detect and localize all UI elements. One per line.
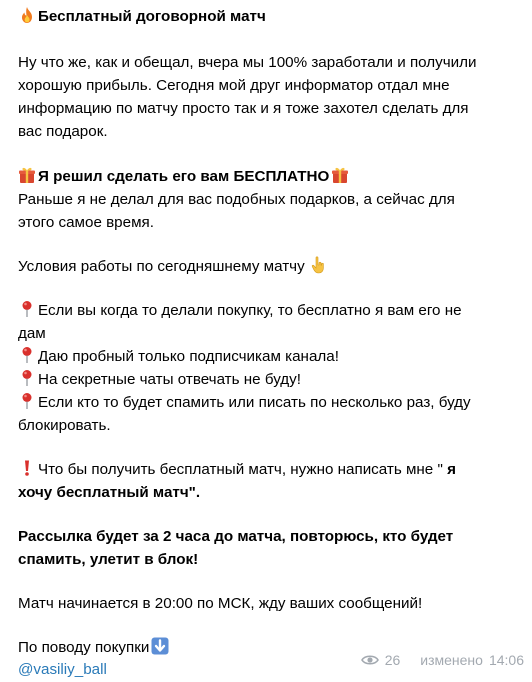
condition-item: [18, 392, 526, 414]
views-count: 26: [384, 652, 401, 668]
purchase-text: По поводу покупки: [18, 639, 150, 656]
contact-link[interactable]: @vasiliy_ball: [18, 661, 107, 678]
warning-bold-continuation: хочу бесплатный матч".: [18, 484, 201, 501]
post-title: [18, 6, 526, 28]
condition-item: [18, 346, 526, 368]
gift-line: этого самое время.: [18, 214, 154, 231]
intro-line: вас подарок.: [18, 123, 108, 140]
conditions-heading-text: Условия работы по сегодняшнему матчу: [18, 258, 305, 275]
condition-continuation: дам: [18, 325, 46, 342]
warning-line: [18, 459, 526, 481]
message-meta: [361, 652, 524, 668]
condition-text: Даю пробный только подписчикам канала!: [38, 348, 339, 365]
condition-continuation: блокировать.: [18, 417, 111, 434]
conditions-heading: [18, 256, 526, 278]
pushpin-icon: [18, 392, 36, 410]
exclamation-icon: [18, 459, 36, 477]
condition-text: Если вы когда то делали покупку, то бесплатно я вам его не: [38, 302, 462, 319]
intro-line: хорошую прибыль. Сегодня мой друг информатор отдал мне: [18, 77, 450, 94]
start-line: Матч начинается в 20:00 по МСК, жду ваших сообщений!: [18, 595, 423, 612]
condition-item: [18, 369, 526, 391]
intro-line: информацию по матчу просто так и я тоже захотел сделать для: [18, 100, 469, 117]
condition-text: Если кто то будет спамить или писать по несколько раз, буду: [38, 394, 471, 411]
intro-line: Ну что же, как и обещал, вчера мы 100% заработали и получили: [18, 54, 477, 71]
warning-bold-text: я: [442, 461, 456, 478]
notice-line: Рассылка будет за 2 часа до матча, повторюсь, кто будет: [18, 528, 454, 545]
pushpin-icon: [18, 369, 36, 387]
post-title-text: Бесплатный договорной матч: [38, 8, 266, 25]
condition-item: [18, 300, 526, 322]
edited-label: изменено: [420, 652, 483, 668]
condition-text: На секретные чаты отвечать не буду!: [38, 371, 301, 388]
gift-icon: [18, 166, 36, 184]
warning-text: Что бы получить бесплатный матч, нужно написать мне ": [38, 461, 443, 478]
notice-line: спамить, улетит в блок!: [18, 551, 199, 568]
message-time: 14:06: [488, 652, 524, 668]
gift-heading-text: Я решил сделать его вам БЕСПЛАТНО: [38, 168, 330, 185]
down-arrow-icon: [151, 637, 169, 655]
gift-heading: [18, 166, 526, 188]
eye-icon: [361, 654, 379, 666]
gift-icon: [331, 166, 349, 184]
fire-icon: [18, 6, 36, 24]
pushpin-icon: [18, 346, 36, 364]
pushpin-icon: [18, 300, 36, 318]
pointing-down-icon: [309, 256, 327, 274]
gift-line: Раньше я не делал для вас подобных подарков, а сейчас для: [18, 191, 455, 208]
